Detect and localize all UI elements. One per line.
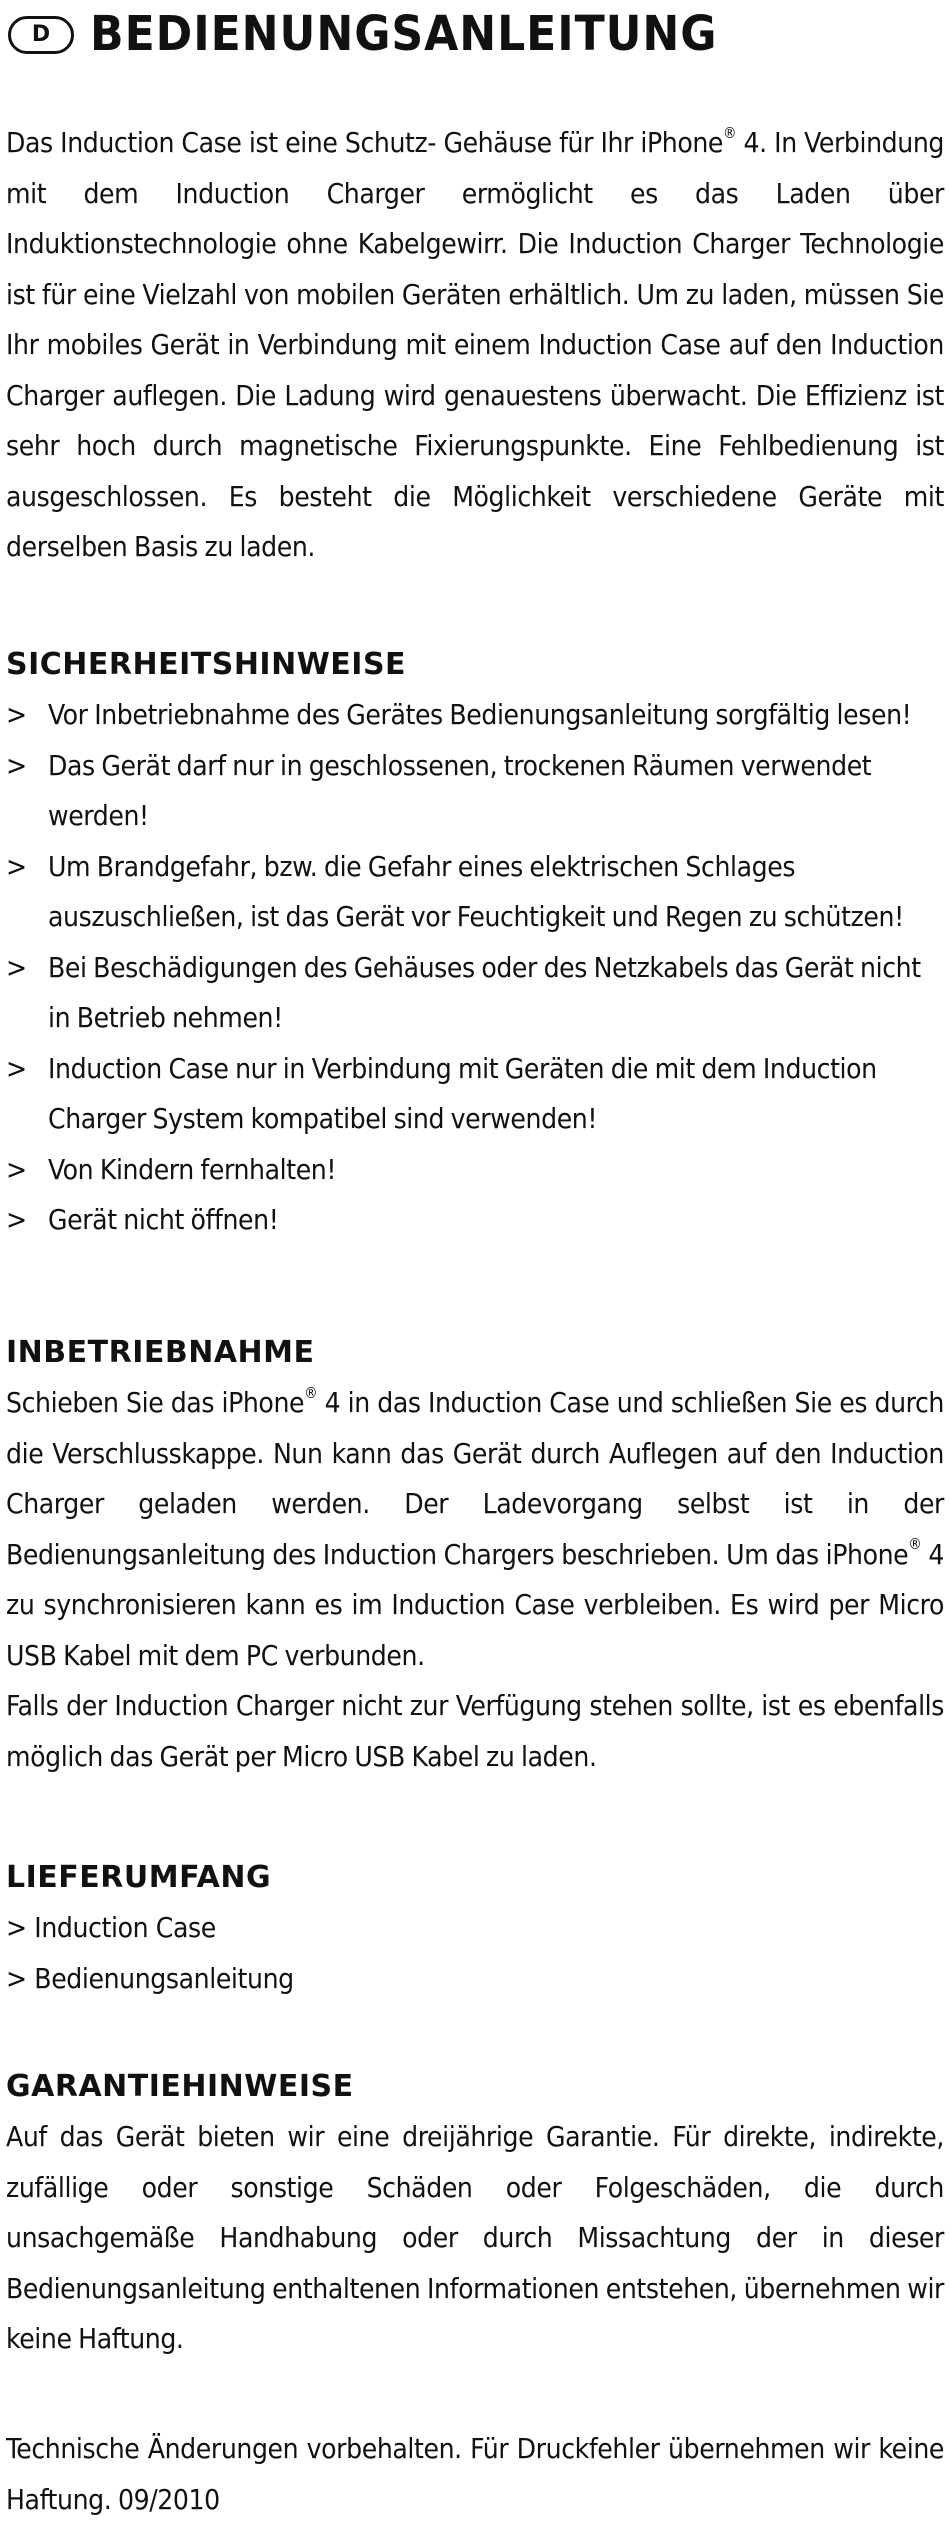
setup-text-a: Schieben Sie das iPhone	[6, 1386, 305, 1419]
list-item: > Induction Case	[6, 1911, 216, 1944]
list-item	[6, 1044, 944, 1145]
safety-item-text: Induction Case nur in Verbindung mit Geräten die mit dem Induction Charger System kompatibel sind verwenden!	[48, 1051, 877, 1135]
bullet-arrow: >	[6, 698, 27, 731]
safety-section	[6, 640, 944, 1246]
language-badge: D	[8, 16, 74, 54]
footer-section	[6, 2424, 944, 2525]
bullet-arrow: >	[6, 748, 27, 782]
intro-text-b: 4. In Verbindung mit dem Induction Charger ermöglicht es das Laden über Induktionstechnologie ohne Kabelgewirr. Die Induction Charger Technologie ist für eine Vielzahl von mobilen Geräten erhältlich. Um zu laden, müssen Sie Ihr mobiles Gerät in Verbindung mit einem Induction Case auf den Induction Charger auflegen. Die Ladung wird genauestens überwacht. Die Effizienz ist sehr hoch durch magnetische Fixierungspunkte. Eine Fehlbedienung ist ausgeschlossen. Es besteht die Möglichkeit verschiedene Geräte mit derselben Basis zu laden.	[6, 126, 944, 563]
bullet-arrow: >	[6, 1051, 27, 1085]
list-item	[6, 741, 944, 842]
list-item	[6, 842, 944, 943]
setup-paragraph	[6, 1378, 944, 1681]
safety-heading: SICHERHEITSHINWEISE	[6, 647, 407, 682]
setup-paragraph-2: Falls der Induction Charger nicht zur Verfügung stehen sollte, ist es ebenfalls möglich das Gerät per Micro USB Kabel zu laden.	[6, 1689, 944, 1773]
warranty-section	[6, 2062, 944, 2365]
safety-item-text: Das Gerät darf nur in geschlossenen, trockenen Räumen verwendet werden!	[48, 748, 872, 832]
safety-list	[6, 690, 944, 1246]
safety-item-text: Um Brandgefahr, bzw. die Gefahr eines elektrischen Schlages auszuschließen, ist das Gerät vor Feuchtigkeit und Regen zu schützen!	[48, 849, 904, 933]
warranty-paragraph: Auf das Gerät bieten wir eine dreijährige Garantie. Für direkte, indirekte, zufällige oder sonstige Schäden oder Folgeschäden, die durch unsachgemäße Handhabung oder durch Missachtung der in dieser Bedienungsanleitung enthaltenen Informationen entstehen, übernehmen wir keine Haftung.	[6, 2120, 944, 2355]
intro-section	[6, 118, 944, 573]
setup-heading: INBETRIEBNAHME	[6, 1335, 315, 1370]
safety-item-text: Von Kindern fernhalten!	[48, 1152, 337, 1186]
safety-item-text: Gerät nicht öffnen!	[48, 1203, 279, 1236]
intro-paragraph	[6, 118, 944, 573]
registered-mark: ®	[723, 123, 737, 142]
contents-section	[6, 1853, 944, 2004]
intro-text-a: Das Induction Case ist eine Schutz- Gehäuse für Ihr iPhone	[6, 126, 724, 159]
list-item: > Bedienungsanleitung	[6, 1961, 294, 1995]
safety-item-text: Bei Beschädigungen des Gehäuses oder des Netzkabels das Gerät nicht in Betrieb nehmen!	[48, 950, 921, 1034]
setup-text-c: 4 zu synchronisieren kann es im Induction Case verbleiben. Es wird per Micro USB Kabel mit dem PC verbunden.	[6, 1537, 944, 1672]
bullet-arrow: >	[6, 950, 27, 984]
bullet-arrow: >	[6, 1203, 27, 1236]
safety-item-text: Vor Inbetriebnahme des Gerätes Bedienungsanleitung sorgfältig lesen!	[48, 698, 912, 731]
list-item	[6, 1195, 944, 1246]
document-title: BEDIENUNGSANLEITUNG	[90, 6, 718, 62]
setup-section	[6, 1328, 944, 1782]
list-item	[6, 1145, 944, 1196]
warranty-heading: GARANTIEHINWEISE	[6, 2069, 354, 2104]
bullet-arrow: >	[6, 849, 27, 883]
footer-note: Technische Änderungen vorbehalten. Für Druckfehler übernehmen wir keine Haftung. 09/2010	[6, 2432, 944, 2516]
title-row	[6, 6, 944, 64]
bullet-arrow: >	[6, 1152, 27, 1186]
setup-text-b: 4 in das Induction Case und schließen Sie es durch die Verschlusskappe. Nun kann das Gerät durch Auflegen auf den Induction Charger geladen werden. Der Ladevorgang selbst ist in der Bedienungsanleitung des Induction Chargers beschrieben. Um das iPhone	[6, 1386, 944, 1571]
contents-heading: LIEFERUMFANG	[6, 1860, 272, 1895]
registered-mark: ®	[304, 1383, 318, 1402]
list-item	[6, 690, 944, 741]
contents-list	[6, 1903, 944, 2004]
registered-mark: ®	[908, 1535, 922, 1554]
list-item	[6, 943, 944, 1044]
